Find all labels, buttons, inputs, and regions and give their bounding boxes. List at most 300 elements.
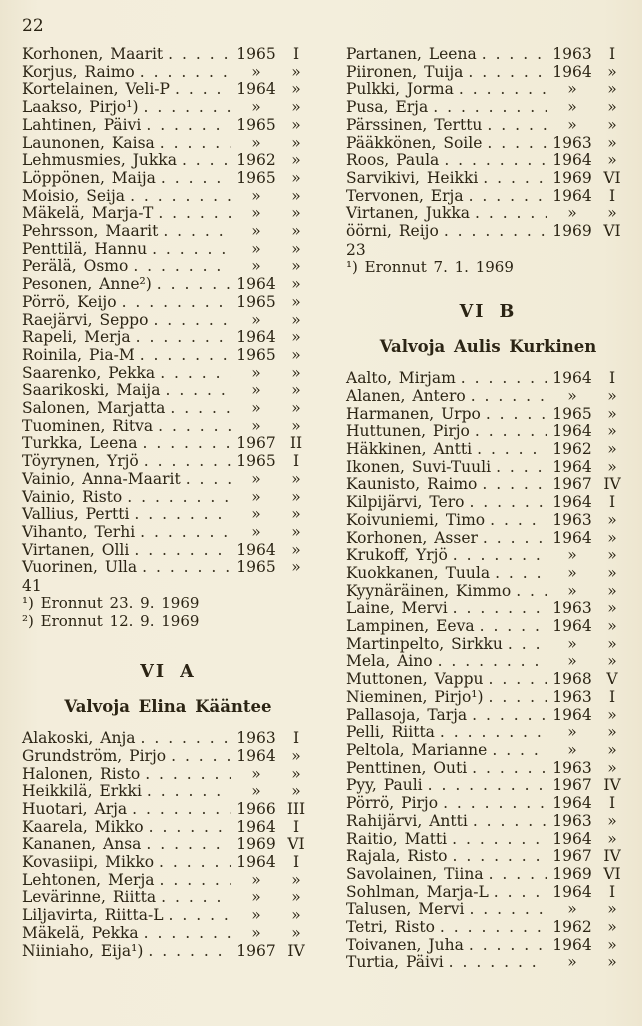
student-name: Harmanen, Urpo — [346, 404, 481, 423]
class-numeral: II — [289, 434, 303, 453]
start-year: » — [251, 98, 261, 117]
section-heading-vi-b: VI B — [459, 302, 517, 323]
class-numeral: » — [607, 634, 617, 653]
dot-leader — [440, 919, 547, 937]
class-numeral: » — [291, 923, 301, 942]
student-name: Grundström, Pirjo — [22, 746, 167, 765]
roster-row — [346, 653, 630, 671]
student-name: Halonen, Risto — [22, 764, 141, 783]
start-year: 1969 — [552, 222, 592, 241]
class-numeral: » — [607, 581, 617, 600]
class-numeral: IV — [603, 847, 621, 866]
roster-row — [22, 943, 314, 961]
class-numeral: I — [292, 817, 300, 836]
dot-leader — [152, 241, 231, 259]
roster-row — [346, 64, 630, 82]
dot-leader — [168, 46, 231, 64]
class-numeral: » — [291, 522, 301, 541]
class-numeral: » — [607, 80, 617, 99]
student-name: Töyrynen, Yrjö — [22, 452, 139, 471]
left-column — [22, 46, 314, 972]
student-name: Liljavirta, Riitta-L — [22, 906, 164, 925]
student-name: Tetri, Risto — [346, 918, 435, 937]
dot-leader — [140, 524, 231, 542]
dot-leader — [186, 471, 231, 489]
dot-leader — [440, 724, 547, 742]
class-numeral: » — [607, 386, 617, 405]
class-numeral: » — [607, 563, 617, 582]
footnote: ²) Eronnut 12. 9. 1969 — [22, 611, 200, 630]
student-name: Aalto, Mirjam — [346, 369, 456, 388]
start-year: » — [567, 204, 577, 223]
start-year: 1963 — [552, 811, 592, 830]
start-year: » — [251, 505, 261, 524]
start-year: 1964 — [236, 328, 276, 347]
class-numeral: » — [607, 900, 617, 919]
start-year: » — [251, 363, 261, 382]
start-year: » — [251, 133, 261, 152]
class-numeral: » — [607, 599, 617, 618]
student-name: Rajala, Risto — [346, 847, 448, 866]
student-name: Nieminen, Pirjo¹) — [346, 687, 484, 706]
start-year: 1964 — [236, 817, 276, 836]
student-name: Kananen, Ansa — [22, 835, 142, 854]
class-numeral: » — [291, 540, 301, 559]
class-numeral: » — [607, 528, 617, 547]
class-numeral: » — [607, 204, 617, 223]
student-name: Pörrö, Keijo — [22, 292, 117, 311]
student-name: Niiniaho, Eija¹) — [22, 941, 144, 960]
class-numeral: » — [607, 151, 617, 170]
start-year: » — [567, 80, 577, 99]
roster-row — [346, 494, 630, 512]
start-year: 1964 — [552, 705, 592, 724]
roster-row — [22, 889, 314, 907]
start-year: 1963 — [552, 599, 592, 618]
dot-leader — [468, 64, 547, 82]
start-year: 1964 — [236, 80, 276, 99]
start-year: 1964 — [552, 829, 592, 848]
student-name: Vainio, Risto — [22, 487, 123, 506]
start-year: 1965 — [236, 115, 276, 134]
start-year: 1969 — [236, 835, 276, 854]
footnote: ¹) Eronnut 23. 9. 1969 — [22, 594, 200, 613]
footnotes-left — [22, 595, 314, 630]
roster-row — [22, 170, 314, 188]
class-numeral: » — [291, 782, 301, 801]
student-name: Alanen, Antero — [346, 386, 466, 405]
roster-row — [22, 223, 314, 241]
dot-leader — [169, 907, 231, 925]
student-name: Virtanen, Jukka — [346, 204, 470, 223]
class-numeral: » — [291, 168, 301, 187]
start-year: 1962 — [552, 440, 592, 459]
supervisor-heading-vi-b: Valvoja Aulis Kurkinen — [379, 337, 597, 357]
class-numeral: » — [291, 328, 301, 347]
student-name: Mela, Aino — [346, 652, 433, 671]
start-year: 1966 — [236, 799, 276, 818]
roster-row — [22, 46, 314, 64]
start-year: » — [567, 652, 577, 671]
class-numeral: I — [608, 794, 616, 813]
start-year: » — [251, 381, 261, 400]
roster-row — [22, 542, 314, 560]
start-year: » — [251, 522, 261, 541]
roster-row — [22, 135, 314, 153]
dot-leader — [146, 117, 231, 135]
dot-leader — [487, 135, 547, 153]
class-numeral: » — [607, 62, 617, 81]
dot-leader — [149, 819, 231, 837]
student-name: Korhonen, Maarit — [22, 45, 164, 63]
class-numeral: » — [607, 918, 617, 937]
dot-leader — [142, 435, 231, 453]
dot-leader — [486, 406, 547, 424]
dot-leader — [489, 689, 547, 707]
dot-leader — [443, 795, 547, 813]
roster-row — [346, 223, 630, 241]
start-year: 1964 — [552, 528, 592, 547]
student-name: Kortelainen, Veli-P — [22, 80, 170, 99]
dot-leader — [182, 152, 231, 170]
class-numeral: I — [292, 452, 300, 471]
dot-leader — [482, 476, 547, 494]
class-numeral: » — [291, 746, 301, 765]
start-year: » — [567, 741, 577, 759]
roster-row — [346, 547, 630, 565]
student-name: Kyynäräinen, Kimmo — [346, 581, 512, 600]
start-year: 1967 — [552, 776, 592, 795]
student-name: Muttonen, Vappu — [346, 670, 484, 689]
roster-row — [22, 836, 314, 854]
roster-row — [22, 347, 314, 365]
class-numeral: » — [607, 457, 617, 476]
start-year: 1964 — [552, 186, 592, 205]
class-numeral: » — [291, 505, 301, 524]
student-name: Koivuniemi, Timo — [346, 510, 486, 529]
class-numeral: » — [607, 811, 617, 830]
class-numeral: VI — [603, 222, 621, 241]
roster-vi-a — [22, 730, 314, 960]
dot-leader — [153, 312, 231, 330]
start-year: » — [251, 186, 261, 205]
student-name: Pallasoja, Tarja — [346, 705, 468, 724]
dot-leader — [140, 64, 231, 82]
start-year: 1963 — [552, 758, 592, 777]
dot-leader — [516, 583, 547, 601]
start-year: 1967 — [236, 434, 276, 453]
student-name: Vuorinen, Ulla — [22, 558, 138, 577]
dot-leader — [452, 831, 547, 849]
class-numeral: » — [607, 617, 617, 636]
student-name: Kovasiipi, Mikko — [22, 853, 155, 872]
student-name: Vainio, Anna-Maarit — [22, 469, 181, 488]
roster-row — [346, 441, 630, 459]
student-name: Pusa, Erja — [346, 98, 429, 117]
student-count: 41 — [22, 577, 42, 596]
roster-row — [22, 418, 314, 436]
student-name: Löppönen, Maija — [22, 168, 156, 187]
roster-row — [22, 276, 314, 294]
student-name: Saarikoski, Maija — [22, 381, 161, 400]
dot-leader — [144, 925, 231, 943]
class-numeral: I — [608, 186, 616, 205]
dot-leader — [161, 889, 231, 907]
start-year: 1963 — [552, 510, 592, 529]
start-year: 1964 — [236, 746, 276, 765]
roster-row — [346, 205, 630, 223]
class-numeral: » — [607, 546, 617, 565]
roster-row — [346, 954, 630, 972]
dot-leader — [145, 766, 231, 784]
roster-row — [346, 618, 630, 636]
start-year: » — [567, 723, 577, 742]
student-name: Pörrö, Pirjo — [346, 794, 439, 813]
roster-vi-b — [346, 370, 630, 972]
student-name: öörni, Reijo — [346, 222, 439, 241]
start-year: 1964 — [552, 457, 592, 476]
roster-row — [22, 400, 314, 418]
class-numeral: » — [291, 204, 301, 223]
dot-leader — [127, 489, 231, 507]
roster-row — [22, 730, 314, 748]
class-numeral: » — [291, 257, 301, 276]
start-year: » — [251, 204, 261, 223]
roster-row — [346, 600, 630, 618]
dot-leader — [444, 152, 547, 170]
class-numeral: » — [607, 440, 617, 459]
student-name: Kilpijärvi, Tero — [346, 493, 465, 512]
dot-leader — [449, 954, 547, 972]
class-numeral: » — [607, 510, 617, 529]
dot-leader — [483, 530, 547, 548]
start-year: 1965 — [236, 168, 276, 187]
class-numeral: » — [607, 723, 617, 742]
student-name: Sohlman, Marja-L — [346, 882, 489, 901]
start-year: » — [251, 782, 261, 801]
dot-leader — [134, 506, 231, 524]
student-name: Mäkelä, Marja-T — [22, 204, 154, 223]
roster-row — [22, 241, 314, 259]
student-name: Vallius, Pertti — [22, 505, 130, 524]
class-numeral: » — [291, 62, 301, 81]
class-numeral: » — [607, 705, 617, 724]
student-name: Kuokkanen, Tuula — [346, 563, 491, 582]
class-numeral: » — [291, 870, 301, 889]
dot-leader — [483, 170, 547, 188]
student-name: Turtia, Päivi — [346, 953, 444, 972]
roster-row — [346, 406, 630, 424]
dot-leader — [132, 801, 231, 819]
start-year: 1964 — [552, 935, 592, 954]
student-name: Lampinen, Eeva — [346, 617, 475, 636]
roster-row — [22, 453, 314, 471]
student-name: Penttinen, Outi — [346, 758, 468, 777]
roster-row — [22, 205, 314, 223]
roster-row — [346, 831, 630, 849]
footnote: ¹) Eronnut 7. 1. 1969 — [346, 257, 514, 276]
start-year: 1967 — [552, 847, 592, 866]
class-numeral: » — [607, 133, 617, 152]
dot-leader — [453, 547, 547, 565]
dot-leader — [144, 99, 231, 117]
start-year: 1969 — [552, 864, 592, 883]
dot-leader — [472, 760, 547, 778]
roster-row — [346, 117, 630, 135]
start-year: » — [251, 469, 261, 488]
roster-row — [22, 766, 314, 784]
start-year: » — [251, 870, 261, 889]
start-year: » — [567, 98, 577, 117]
student-name: Krukoff, Yrjö — [346, 546, 448, 565]
page-number: 22 — [22, 16, 44, 36]
start-year: 1965 — [236, 558, 276, 577]
class-numeral: I — [608, 369, 616, 388]
student-name: Pyy, Pauli — [346, 776, 423, 795]
roster-row — [22, 748, 314, 766]
dot-leader — [475, 423, 547, 441]
dot-leader — [487, 117, 547, 135]
dot-leader — [475, 205, 547, 223]
class-numeral: » — [291, 80, 301, 99]
dot-leader — [140, 347, 231, 365]
roster-row — [346, 884, 630, 902]
dot-leader — [494, 884, 547, 902]
dot-leader — [147, 783, 231, 801]
student-name: Launonen, Kaisa — [22, 133, 155, 152]
dot-leader — [496, 459, 547, 477]
section-heading-vi-a: VI A — [140, 662, 196, 683]
student-name: Turkka, Leena — [22, 434, 138, 453]
start-year: 1963 — [552, 687, 592, 706]
class-numeral: » — [291, 186, 301, 205]
roster-row — [22, 258, 314, 276]
class-numeral: IV — [603, 776, 621, 795]
dot-leader — [170, 400, 231, 418]
student-name: Sarvikivi, Heikki — [346, 168, 479, 187]
class-numeral: » — [291, 310, 301, 329]
roster-row — [346, 99, 630, 117]
class-numeral: » — [291, 399, 301, 418]
student-count: 23 — [346, 240, 366, 259]
start-year: 1964 — [552, 882, 592, 901]
right-column — [346, 46, 630, 972]
dot-leader — [142, 559, 231, 577]
roster-row — [346, 724, 630, 742]
student-name: Pulkki, Jorma — [346, 80, 454, 99]
class-numeral: » — [291, 98, 301, 117]
class-numeral: » — [607, 953, 617, 972]
student-name: Heikkilä, Erkki — [22, 782, 142, 801]
student-name: Vihanto, Terhi — [22, 522, 136, 541]
dot-leader — [134, 542, 231, 560]
student-name: Moisio, Seija — [22, 186, 126, 205]
student-name: Kaunisto, Raimo — [346, 475, 478, 494]
dot-leader — [490, 512, 547, 530]
roster-row — [346, 135, 630, 153]
class-numeral: I — [608, 687, 616, 706]
roster-row — [346, 742, 630, 760]
class-numeral: I — [292, 45, 300, 63]
class-numeral: IV — [287, 941, 305, 960]
student-name: Peltola, Marianne — [346, 741, 488, 759]
class-numeral: » — [607, 98, 617, 117]
student-name: Huttunen, Pirjo — [346, 422, 470, 441]
student-name: Laakso, Pirjo¹) — [22, 98, 139, 117]
start-year: 1965 — [236, 345, 276, 364]
class-numeral: V — [606, 670, 618, 689]
student-name: Salonen, Marjatta — [22, 399, 166, 418]
start-year: » — [567, 563, 577, 582]
dot-leader — [489, 866, 547, 884]
roster-row — [22, 382, 314, 400]
roster-row — [22, 99, 314, 117]
class-numeral: » — [607, 652, 617, 671]
roster-row — [346, 848, 630, 866]
student-name: Rapeli, Merja — [22, 328, 131, 347]
roster-row — [22, 559, 314, 577]
class-numeral: » — [607, 758, 617, 777]
class-numeral: » — [291, 487, 301, 506]
class-numeral: » — [291, 381, 301, 400]
dot-leader — [477, 441, 547, 459]
roster-row — [22, 907, 314, 925]
student-name: Alakoski, Anja — [22, 729, 136, 748]
class-numeral: » — [291, 888, 301, 907]
class-numeral: » — [607, 829, 617, 848]
student-name: Piironen, Tuija — [346, 62, 464, 81]
class-numeral: » — [291, 151, 301, 170]
start-year: » — [251, 310, 261, 329]
roster-row — [346, 152, 630, 170]
student-name: Roos, Paula — [346, 151, 440, 170]
roster-row — [22, 312, 314, 330]
dot-leader — [146, 836, 231, 854]
roster-row — [22, 489, 314, 507]
dot-leader — [495, 565, 547, 583]
dot-leader — [482, 46, 547, 64]
dot-leader — [144, 453, 231, 471]
class-numeral: » — [291, 345, 301, 364]
roster-row — [346, 919, 630, 937]
dot-leader — [472, 707, 547, 725]
dot-leader — [160, 872, 231, 890]
class-numeral: » — [291, 469, 301, 488]
student-name: Saarenko, Pekka — [22, 363, 156, 382]
student-name: Roinila, Pia-M — [22, 345, 135, 364]
start-year: » — [567, 386, 577, 405]
supervisor-heading-vi-a: Valvoja Elina Kääntee — [64, 697, 272, 717]
roster-row — [346, 636, 630, 654]
student-name: Pesonen, Anne²) — [22, 275, 152, 294]
student-name: Savolainen, Tiina — [346, 864, 484, 883]
dot-leader — [148, 943, 231, 961]
start-year: » — [251, 399, 261, 418]
student-name: Mäkelä, Pekka — [22, 923, 139, 942]
start-year: » — [251, 416, 261, 435]
roster-row — [346, 512, 630, 530]
class-numeral: I — [292, 853, 300, 872]
roster-row — [346, 459, 630, 477]
class-numeral: IV — [603, 475, 621, 494]
roster-left-top — [22, 46, 314, 577]
student-name: Lehmusmies, Jukka — [22, 151, 177, 170]
start-year: 1965 — [552, 404, 592, 423]
class-numeral: III — [286, 799, 306, 818]
roster-row — [346, 866, 630, 884]
start-year: » — [567, 546, 577, 565]
roster-row — [346, 46, 630, 64]
